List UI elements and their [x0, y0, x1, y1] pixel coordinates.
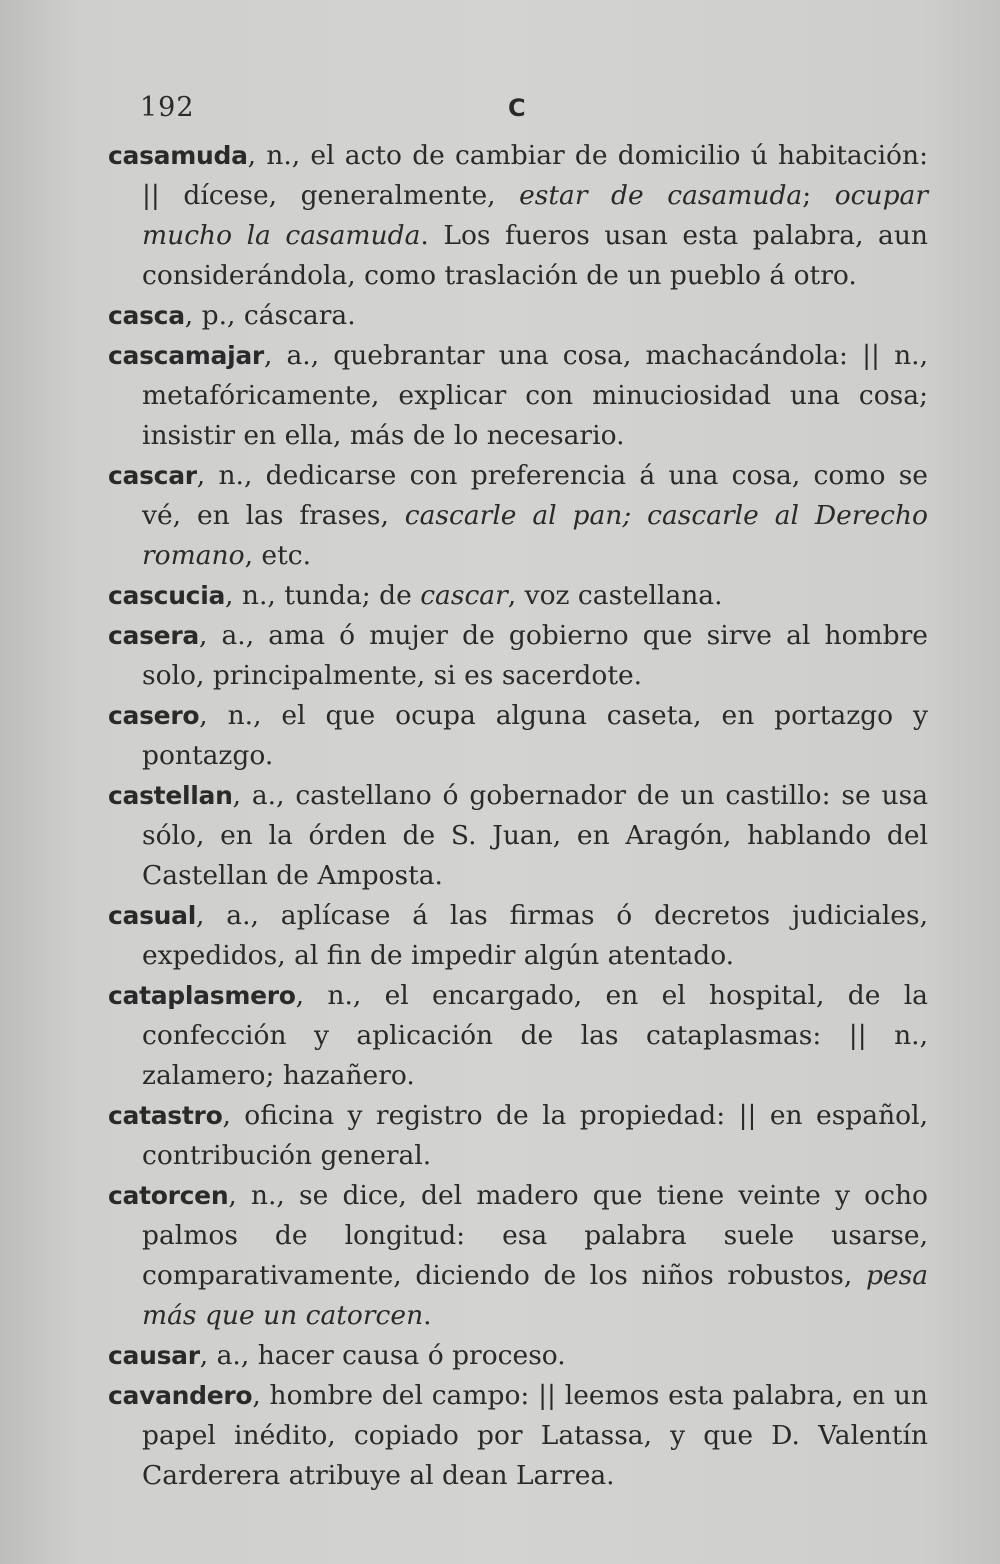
entry-headword: catastro: [108, 1101, 223, 1130]
entry-headword: cascar: [108, 461, 197, 490]
entry-headword: casera: [108, 621, 199, 650]
entry-definition-text: ;: [802, 180, 835, 211]
dictionary-entry: [108, 896, 928, 976]
entry-headword: cataplasmero: [108, 981, 296, 1010]
entry-headword: cavandero: [108, 1381, 253, 1410]
dictionary-entry: [108, 576, 928, 616]
entry-headword: casamuda: [108, 141, 248, 170]
dictionary-entry: [108, 1096, 928, 1176]
entry-example-italic: ocupar mucho la casamuda: [142, 180, 928, 251]
dictionary-entry: [108, 336, 928, 456]
entry-headword: cascucia: [108, 581, 226, 610]
dictionary-entry: [108, 696, 928, 776]
dictionary-entry: [108, 776, 928, 896]
dictionary-entry: [108, 976, 928, 1096]
dictionary-entry: [108, 136, 928, 296]
entry-headword: casca: [108, 301, 185, 330]
entry-headword: casero: [108, 701, 200, 730]
dictionary-entry: [108, 1376, 928, 1496]
dictionary-entry: [108, 1336, 928, 1376]
entry-definition-text: . Los fueros usan esta palabra, aun considerándola, como traslación de un pueblo á otro.: [142, 220, 928, 291]
entry-definition-text: , a., castellano ó gobernador de un castillo: se usa sólo, en la órden de S. Juan, en Aragón, hablando del Castellan de Amposta.: [142, 780, 928, 891]
entry-definition-text: , hombre del campo: || leemos esta palabra, en un papel inédito, copiado por Latassa, y que D. Valentín Carderera atribuye al dean Larrea.: [142, 1380, 928, 1491]
entry-definition-text: , n., se dice, del madero que tiene veinte y ocho palmos de longitud: esa palabra suele usarse, comparativamente, diciendo de los niños robustos,: [142, 1180, 928, 1291]
dictionary-entry: [108, 456, 928, 576]
entry-definition-text: , oficina y registro de la propiedad: || en español, contribución general.: [142, 1100, 928, 1171]
entry-definition-text: , n., dedicarse con preferencia á una cosa, como se vé, en las frases,: [142, 460, 928, 531]
entry-definition-text: , n., el encargado, en el hospital, de la confección y aplicación de las cataplasmas: || n., zalamero; hazañero.: [142, 980, 928, 1091]
page-number: 192: [140, 92, 195, 123]
page-header: [140, 88, 920, 132]
entry-definition-text: .: [423, 1300, 432, 1331]
entry-headword: castellan: [108, 781, 233, 810]
entry-definition-text: , n., el acto de cambiar de domicilio ú habitación: || dícese, generalmente,: [142, 140, 928, 211]
dictionary-entry: [108, 616, 928, 696]
entry-definition-text: , a., quebrantar una cosa, machacándola: || n., metafóricamente, explicar con minuciosidad una cosa; insistir en ella, más de lo necesario.: [142, 340, 928, 451]
entry-definition-text: , n., el que ocupa alguna caseta, en portazgo y pontazgo.: [142, 700, 928, 771]
dictionary-entry: [108, 1176, 928, 1336]
entry-definition-text: , a., aplícase á las firmas ó decretos judiciales, expedidos, al fin de impedir algún atentado.: [142, 900, 928, 971]
entry-headword: causar: [108, 1341, 200, 1370]
entry-example-italic: cascar: [420, 580, 508, 611]
entry-definition-text: , p., cáscara.: [184, 300, 356, 331]
entry-list: [108, 136, 928, 1496]
entry-definition-text: , etc.: [244, 540, 312, 571]
entry-headword: cascamajar: [108, 341, 264, 370]
entry-example-italic: pesa más que un catorcen: [142, 1260, 928, 1331]
entry-example-italic: estar de casamuda: [519, 180, 803, 211]
entry-definition-text: , voz castellana.: [507, 580, 723, 611]
entry-headword: catorcen: [108, 1181, 229, 1210]
entry-example-italic: cascarle al pan; cascarle al Derecho romano: [142, 500, 929, 571]
entry-definition-text: , n., tunda; de: [225, 580, 421, 611]
section-letter: C: [508, 94, 526, 122]
entry-definition-text: , a., hacer causa ó proceso.: [199, 1340, 566, 1371]
entry-definition-text: , a., ama ó mujer de gobierno que sirve al hombre solo, principalmente, si es sacerdote.: [142, 620, 928, 691]
entry-headword: casual: [108, 901, 197, 930]
dictionary-entry: [108, 296, 928, 336]
